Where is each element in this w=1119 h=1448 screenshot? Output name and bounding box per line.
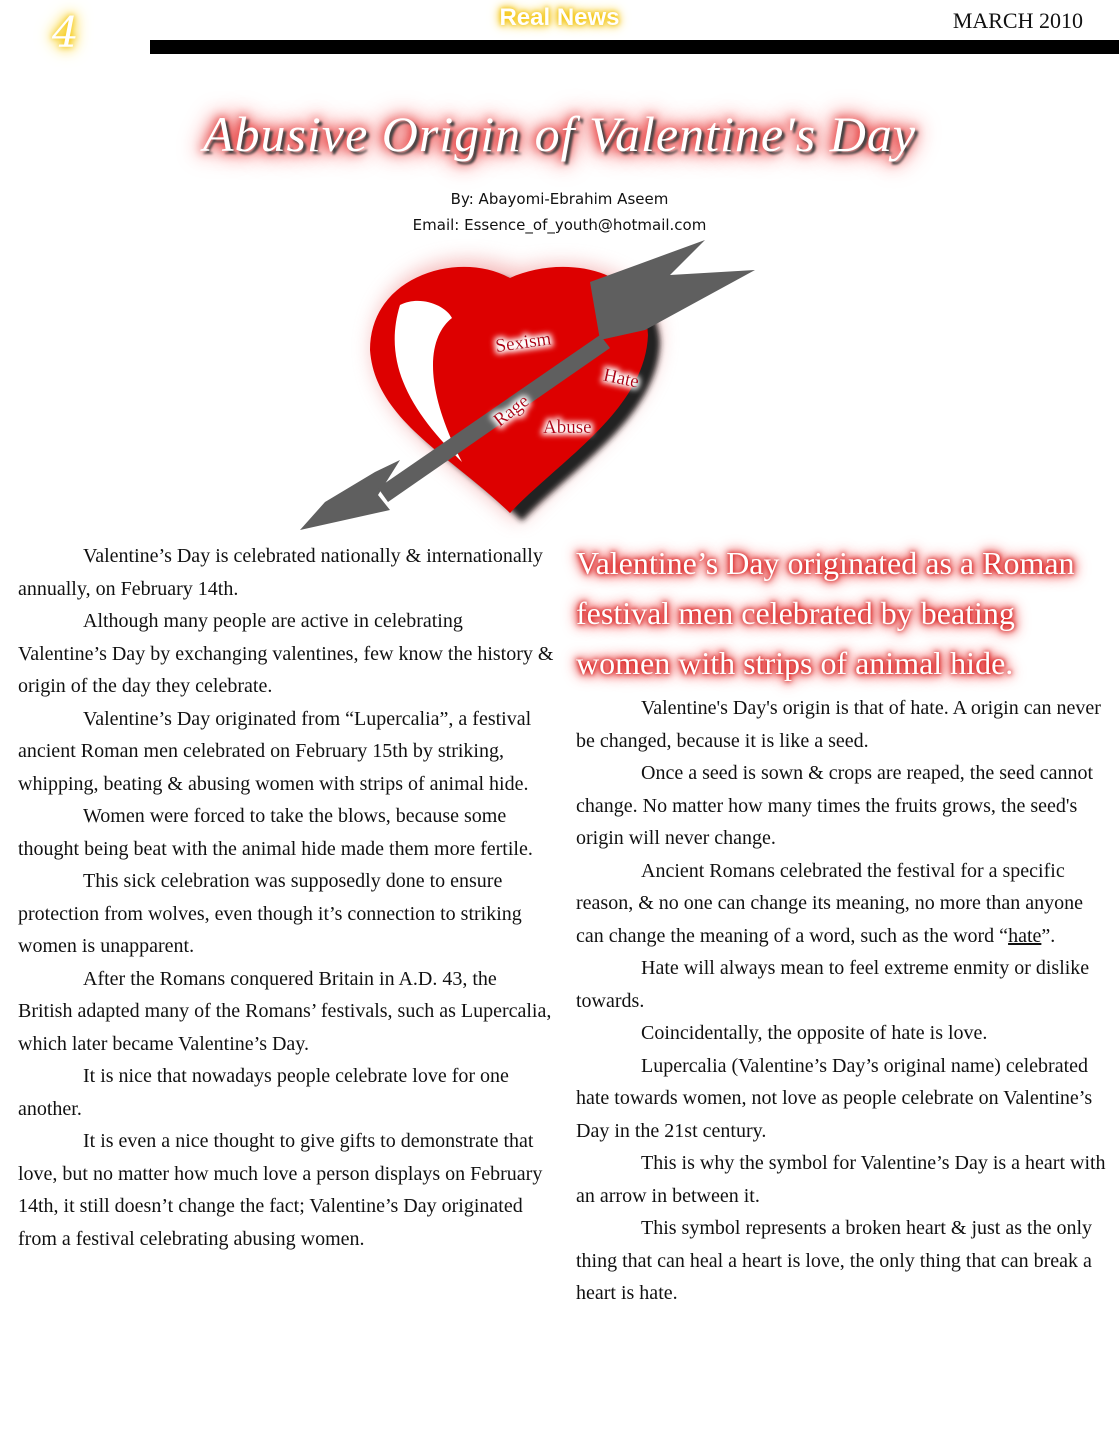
text: ”. <box>1041 924 1056 947</box>
article-title: Abusive Origin of Valentine's Day <box>202 106 917 162</box>
paragraph <box>576 855 1112 953</box>
paragraph: Women were forced to take the blows, because some thought being beat with the animal hide made them more fertile. <box>18 805 533 860</box>
paragraph: Coincidentally, the opposite of hate is love. <box>641 1022 988 1044</box>
paragraph: Hate will always mean to feel extreme enmity or dislike towards. <box>576 957 1090 1012</box>
author-email: Email: Essence_of_youth@hotmail.com <box>412 216 707 234</box>
paragraph: This is why the symbol for Valentine’s Day is a heart with an arrow in between it. <box>576 1152 1106 1207</box>
underlined-word: hate <box>1008 924 1042 947</box>
word-sexism: Sexism <box>494 328 553 358</box>
paragraph: It is nice that nowadays people celebrate love for one another. <box>18 1065 509 1120</box>
pull-quote: Valentine’s Day originated as a Roman festival men celebrated by beating women with strips of animal hide. <box>576 545 1075 681</box>
word-abuse: Abuse <box>543 417 592 438</box>
paragraph: After the Romans conquered Britain in A.D. 43, the British adapted many of the Romans’ festivals, such as Lupercalia, which later became Valentine’s Day. <box>18 967 552 1055</box>
paragraph: Valentine’s Day is celebrated nationally & internationally annually, on February 14th. <box>18 545 543 600</box>
text: Ancient Romans celebrated the festival for a specific reason, & no one can change its meaning, no more than anyone can change the meaning of a word, such as the word “ <box>576 859 1084 947</box>
left-column <box>18 540 554 1255</box>
paragraph: Lupercalia (Valentine’s Day’s original name) celebrated hate towards women, not love as people celebrate on Valentine’s Day in the 21st century. <box>576 1054 1093 1142</box>
word-rage: Rage <box>489 390 534 432</box>
paragraph: Valentine's Day's origin is that of hate. A origin can never be changed, because it is like a seed. <box>576 697 1101 752</box>
publication-name: Real News <box>499 4 620 31</box>
right-column <box>576 538 1112 1310</box>
paragraph: Once a seed is sown & crops are reaped, the seed cannot change. No matter how many times the fruits grows, the seed's origin will never change. <box>576 762 1094 849</box>
page-number: 4 <box>52 8 79 57</box>
heart-arrow-illustration <box>270 220 850 538</box>
issue-date: MARCH 2010 <box>952 8 1083 33</box>
word-hate: Hate <box>601 364 641 393</box>
header-rule <box>150 40 1119 54</box>
author: By: Abayomi-Ebrahim Aseem <box>450 190 669 208</box>
paragraph: It is even a nice thought to give gifts to demonstrate that love, but no matter how much love a person displays on February 14th, it still doesn’t change the fact; Valentine’s Day originated from a festival celebrating abusing women. <box>18 1130 543 1250</box>
paragraph: This sick celebration was supposedly done to ensure protection from wolves, even though it’s connection to striking women is unapparent. <box>18 870 522 957</box>
paragraph: Although many people are active in celebrating Valentine’s Day by exchanging valentines, few know the history & origin of the day they celebrate. <box>18 610 554 697</box>
paragraph: This symbol represents a broken heart & just as the only thing that can heal a heart is love, the only thing that can break a heart is hate. <box>576 1217 1093 1304</box>
paragraph: Valentine’s Day originated from “Lupercalia”, a festival ancient Roman men celebrated on February 15th by striking, whipping, beating & abusing women with strips of animal hide. <box>18 707 532 795</box>
